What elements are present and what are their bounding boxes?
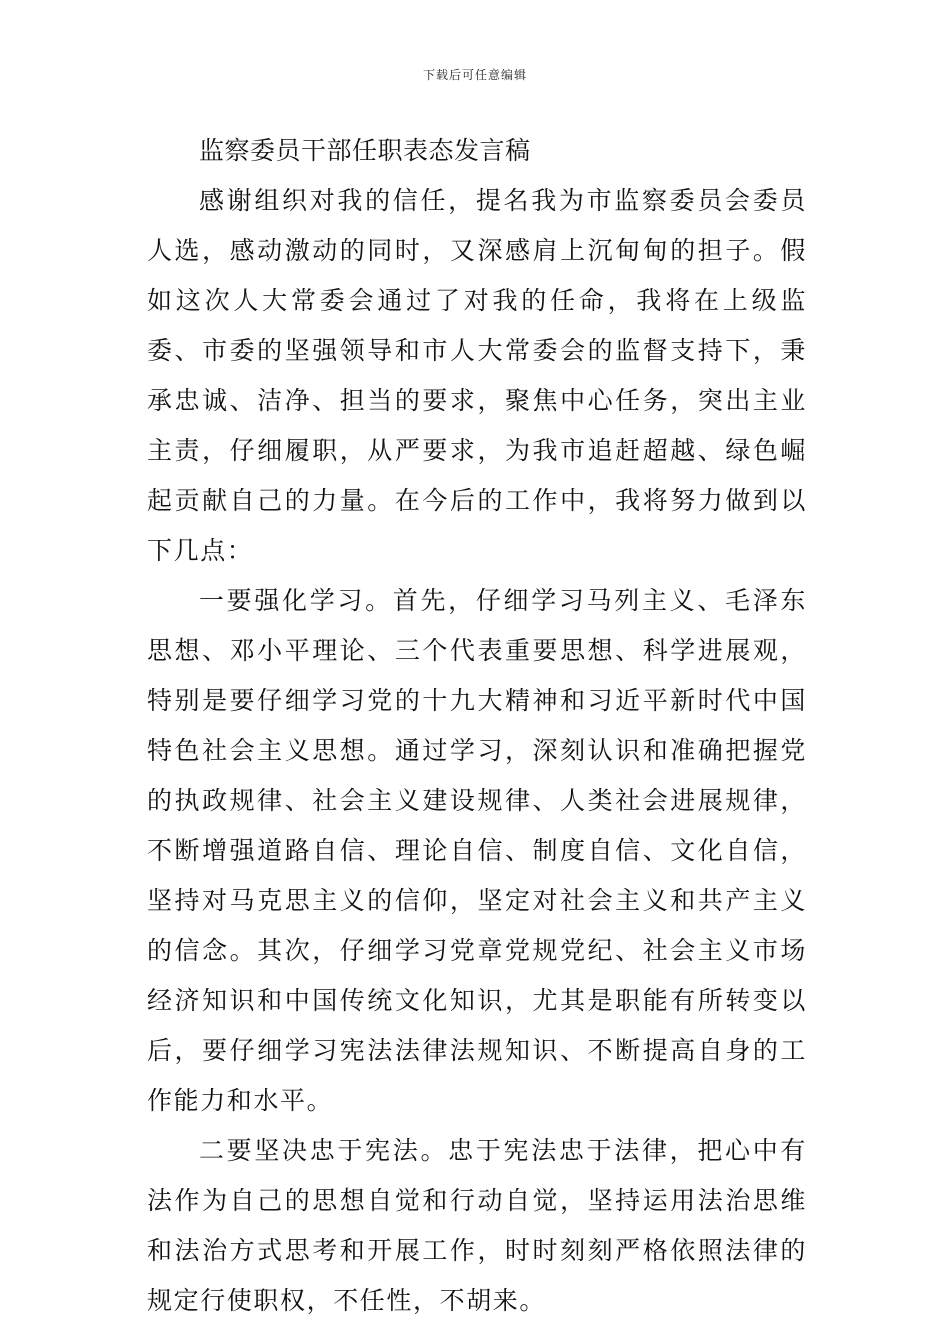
document-body	[147, 126, 807, 1326]
paragraph-study: 一要强化学习。首先，仔细学习马列主义、毛泽东思想、邓小平理论、三个代表重要思想、科学进展观，特别是要仔细学习党的十九大精神和习近平新时代中国特色社会主义思想。通过学习，深刻认识和准确把握党的执政规律、社会主义建设规律、人类社会进展规律，不断增强道路自信、理论自信、制度自信、文化自信，坚持对马克思主义的信仰，坚定对社会主义和共产主义的信念。其次，仔细学习党章党规党纪、社会主义市场经济知识和中国传统文化知识，尤其是职能有所转变以后，要仔细学习宪法法律法规知识、不断提高自身的工作能力和水平。	[147, 586, 807, 1115]
paragraph-intro: 感谢组织对我的信任，提名我为市监察委员会委员人选，感动激动的同时，又深感肩上沉甸甸的担子。假如这次人大常委会通过了对我的任命，我将在上级监委、市委的坚强领导和市人大常委会的监督支持下，秉承忠诚、洁净、担当的要求，聚焦中心任务，突出主业主责，仔细履职，从严要求，为我市追赶超越、绿色崛起贡献自己的力量。在今后的工作中，我将努力做到以下几点：	[147, 186, 807, 565]
paragraph-constitution: 二要坚决忠于宪法。忠于宪法忠于法律，把心中有法作为自己的思想自觉和行动自觉，坚持运用法治思维和法治方式思考和开展工作，时时刻刻严格依照法律的规定行使职权，不任性，不胡来。	[147, 1136, 807, 1315]
document-title: 监察委员干部任职表态发言稿	[199, 136, 531, 165]
header-note: 下载后可任意编辑	[422, 68, 527, 82]
